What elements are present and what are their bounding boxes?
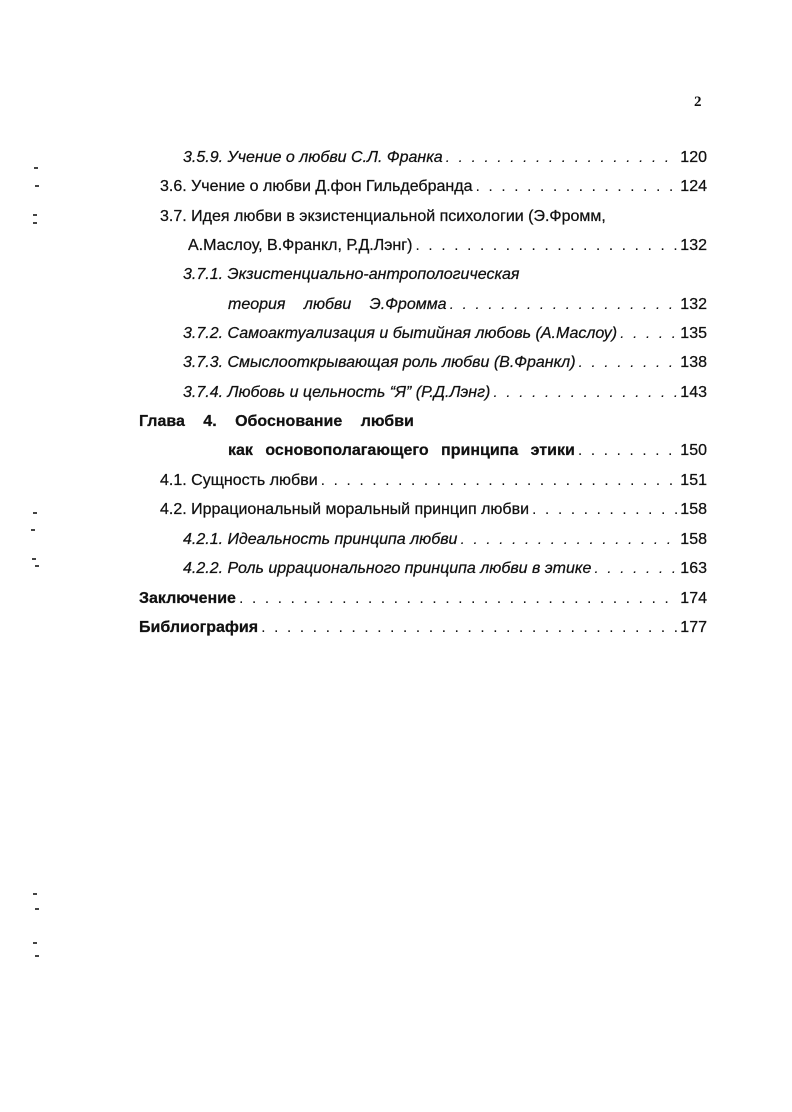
toc-entry-bibliography[interactable] xyxy=(139,617,707,639)
toc-entry-title: 4.2.1. Идеальность принципа любви xyxy=(183,531,458,548)
toc-chapter-4-line2[interactable] xyxy=(228,440,707,462)
scan-artifact xyxy=(35,565,39,567)
toc-leader-dots xyxy=(620,323,677,345)
toc-leader-dots xyxy=(578,440,677,462)
scan-artifact xyxy=(31,529,35,531)
scan-artifact xyxy=(33,893,37,895)
toc-entry-title: Библиография xyxy=(139,619,259,636)
toc-entry-title: 3.7. Идея любви в экзистенциальной психологии (Э.Фромм, xyxy=(160,208,606,225)
toc-chapter-4-line1[interactable] xyxy=(139,411,707,433)
toc-entry-3-7-line2[interactable] xyxy=(188,235,707,257)
toc-entry-title: теория любви Э.Фромма xyxy=(228,296,447,313)
scan-artifact xyxy=(35,955,39,957)
toc-entry-4-1[interactable] xyxy=(160,470,707,492)
toc-entry-4-2-2[interactable] xyxy=(183,558,707,580)
toc-entry-title: Заключение xyxy=(139,590,236,607)
scan-artifact xyxy=(32,558,36,560)
toc-leader-dots xyxy=(446,147,678,169)
toc-entry-page: 174 xyxy=(680,590,707,607)
scan-artifact xyxy=(33,222,37,224)
toc-entry-page: 158 xyxy=(680,501,707,518)
toc-leader-dots xyxy=(321,470,678,492)
toc-entry-3-7-2[interactable] xyxy=(183,323,707,345)
toc-leader-dots xyxy=(532,499,677,521)
scan-artifact xyxy=(35,185,39,187)
page-number: 2 xyxy=(694,94,702,110)
toc-entry-title: 3.5.9. Учение о любви С.Л. Франка xyxy=(183,149,443,166)
toc-entry-conclusion[interactable] xyxy=(139,588,707,610)
toc-entry-4-2[interactable] xyxy=(160,499,707,521)
toc-entry-3-7-4[interactable] xyxy=(183,382,707,404)
toc-leader-dots xyxy=(493,382,677,404)
toc-entry-3-7-1-line2[interactable] xyxy=(228,294,707,316)
toc-leader-dots xyxy=(594,558,677,580)
toc-leader-dots xyxy=(475,176,677,198)
toc-entry-title: 3.7.2. Самоактуализация и бытийная любовь (А.Маслоу) xyxy=(183,325,618,342)
toc-entry-4-2-1[interactable] xyxy=(183,529,707,551)
toc-entry-3-6[interactable] xyxy=(160,176,707,198)
toc-entry-title: А.Маслоу, В.Франкл, Р.Д.Лэнг) xyxy=(188,237,413,254)
scan-artifact xyxy=(33,942,37,944)
toc-entry-page: 150 xyxy=(680,442,707,459)
toc-entry-title: 4.2.2. Роль иррационального принципа любви в этике xyxy=(183,560,592,577)
toc-entry-page: 124 xyxy=(680,178,707,195)
toc-entry-title: Глава 4. Обоснование любви xyxy=(139,413,414,430)
toc-entry-page: 120 xyxy=(680,149,707,166)
toc-entry-title: 4.1. Сущность любви xyxy=(160,472,318,489)
toc-entry-page: 151 xyxy=(680,472,707,489)
scan-artifact xyxy=(33,512,37,514)
toc-leader-dots xyxy=(415,235,677,257)
toc-entry-title: 3.7.4. Любовь и цельность “Я” (Р.Д.Лэнг) xyxy=(183,384,491,401)
toc-entry-title: 4.2. Иррациональный моральный принцип любви xyxy=(160,501,530,518)
toc-entry-title: как основополагающего принципа этики xyxy=(228,442,575,459)
toc-entry-3-7-1-line1[interactable] xyxy=(183,264,707,286)
toc-leader-dots xyxy=(579,352,678,374)
toc-entry-title: 3.7.3. Смыслооткрывающая роль любви (В.Франкл) xyxy=(183,354,576,371)
toc-leader-dots xyxy=(450,294,678,316)
toc-entry-page: 163 xyxy=(680,560,707,577)
toc-entry-page: 132 xyxy=(680,296,707,313)
toc-leader-dots xyxy=(239,588,677,610)
toc-entry-page: 132 xyxy=(680,237,707,254)
toc-entry-page: 177 xyxy=(680,619,707,636)
toc-leader-dots xyxy=(261,617,677,639)
toc-entry-title: 3.6. Учение о любви Д.фон Гильдебранда xyxy=(160,178,473,195)
toc-entry-title: 3.7.1. Экзистенциально-антропологическая xyxy=(183,266,520,283)
toc-entry-page: 158 xyxy=(680,531,707,548)
scan-artifact xyxy=(33,214,37,216)
toc-entry-3-5-9[interactable] xyxy=(183,147,707,169)
toc-entry-3-7-line1[interactable] xyxy=(160,206,707,228)
toc-entry-page: 138 xyxy=(680,354,707,371)
scan-artifact xyxy=(35,908,39,910)
toc-entry-3-7-3[interactable] xyxy=(183,352,707,374)
toc-leader-dots xyxy=(460,529,677,551)
toc-entry-page: 143 xyxy=(680,384,707,401)
scan-artifact xyxy=(34,167,38,169)
toc-entry-page: 135 xyxy=(680,325,707,342)
